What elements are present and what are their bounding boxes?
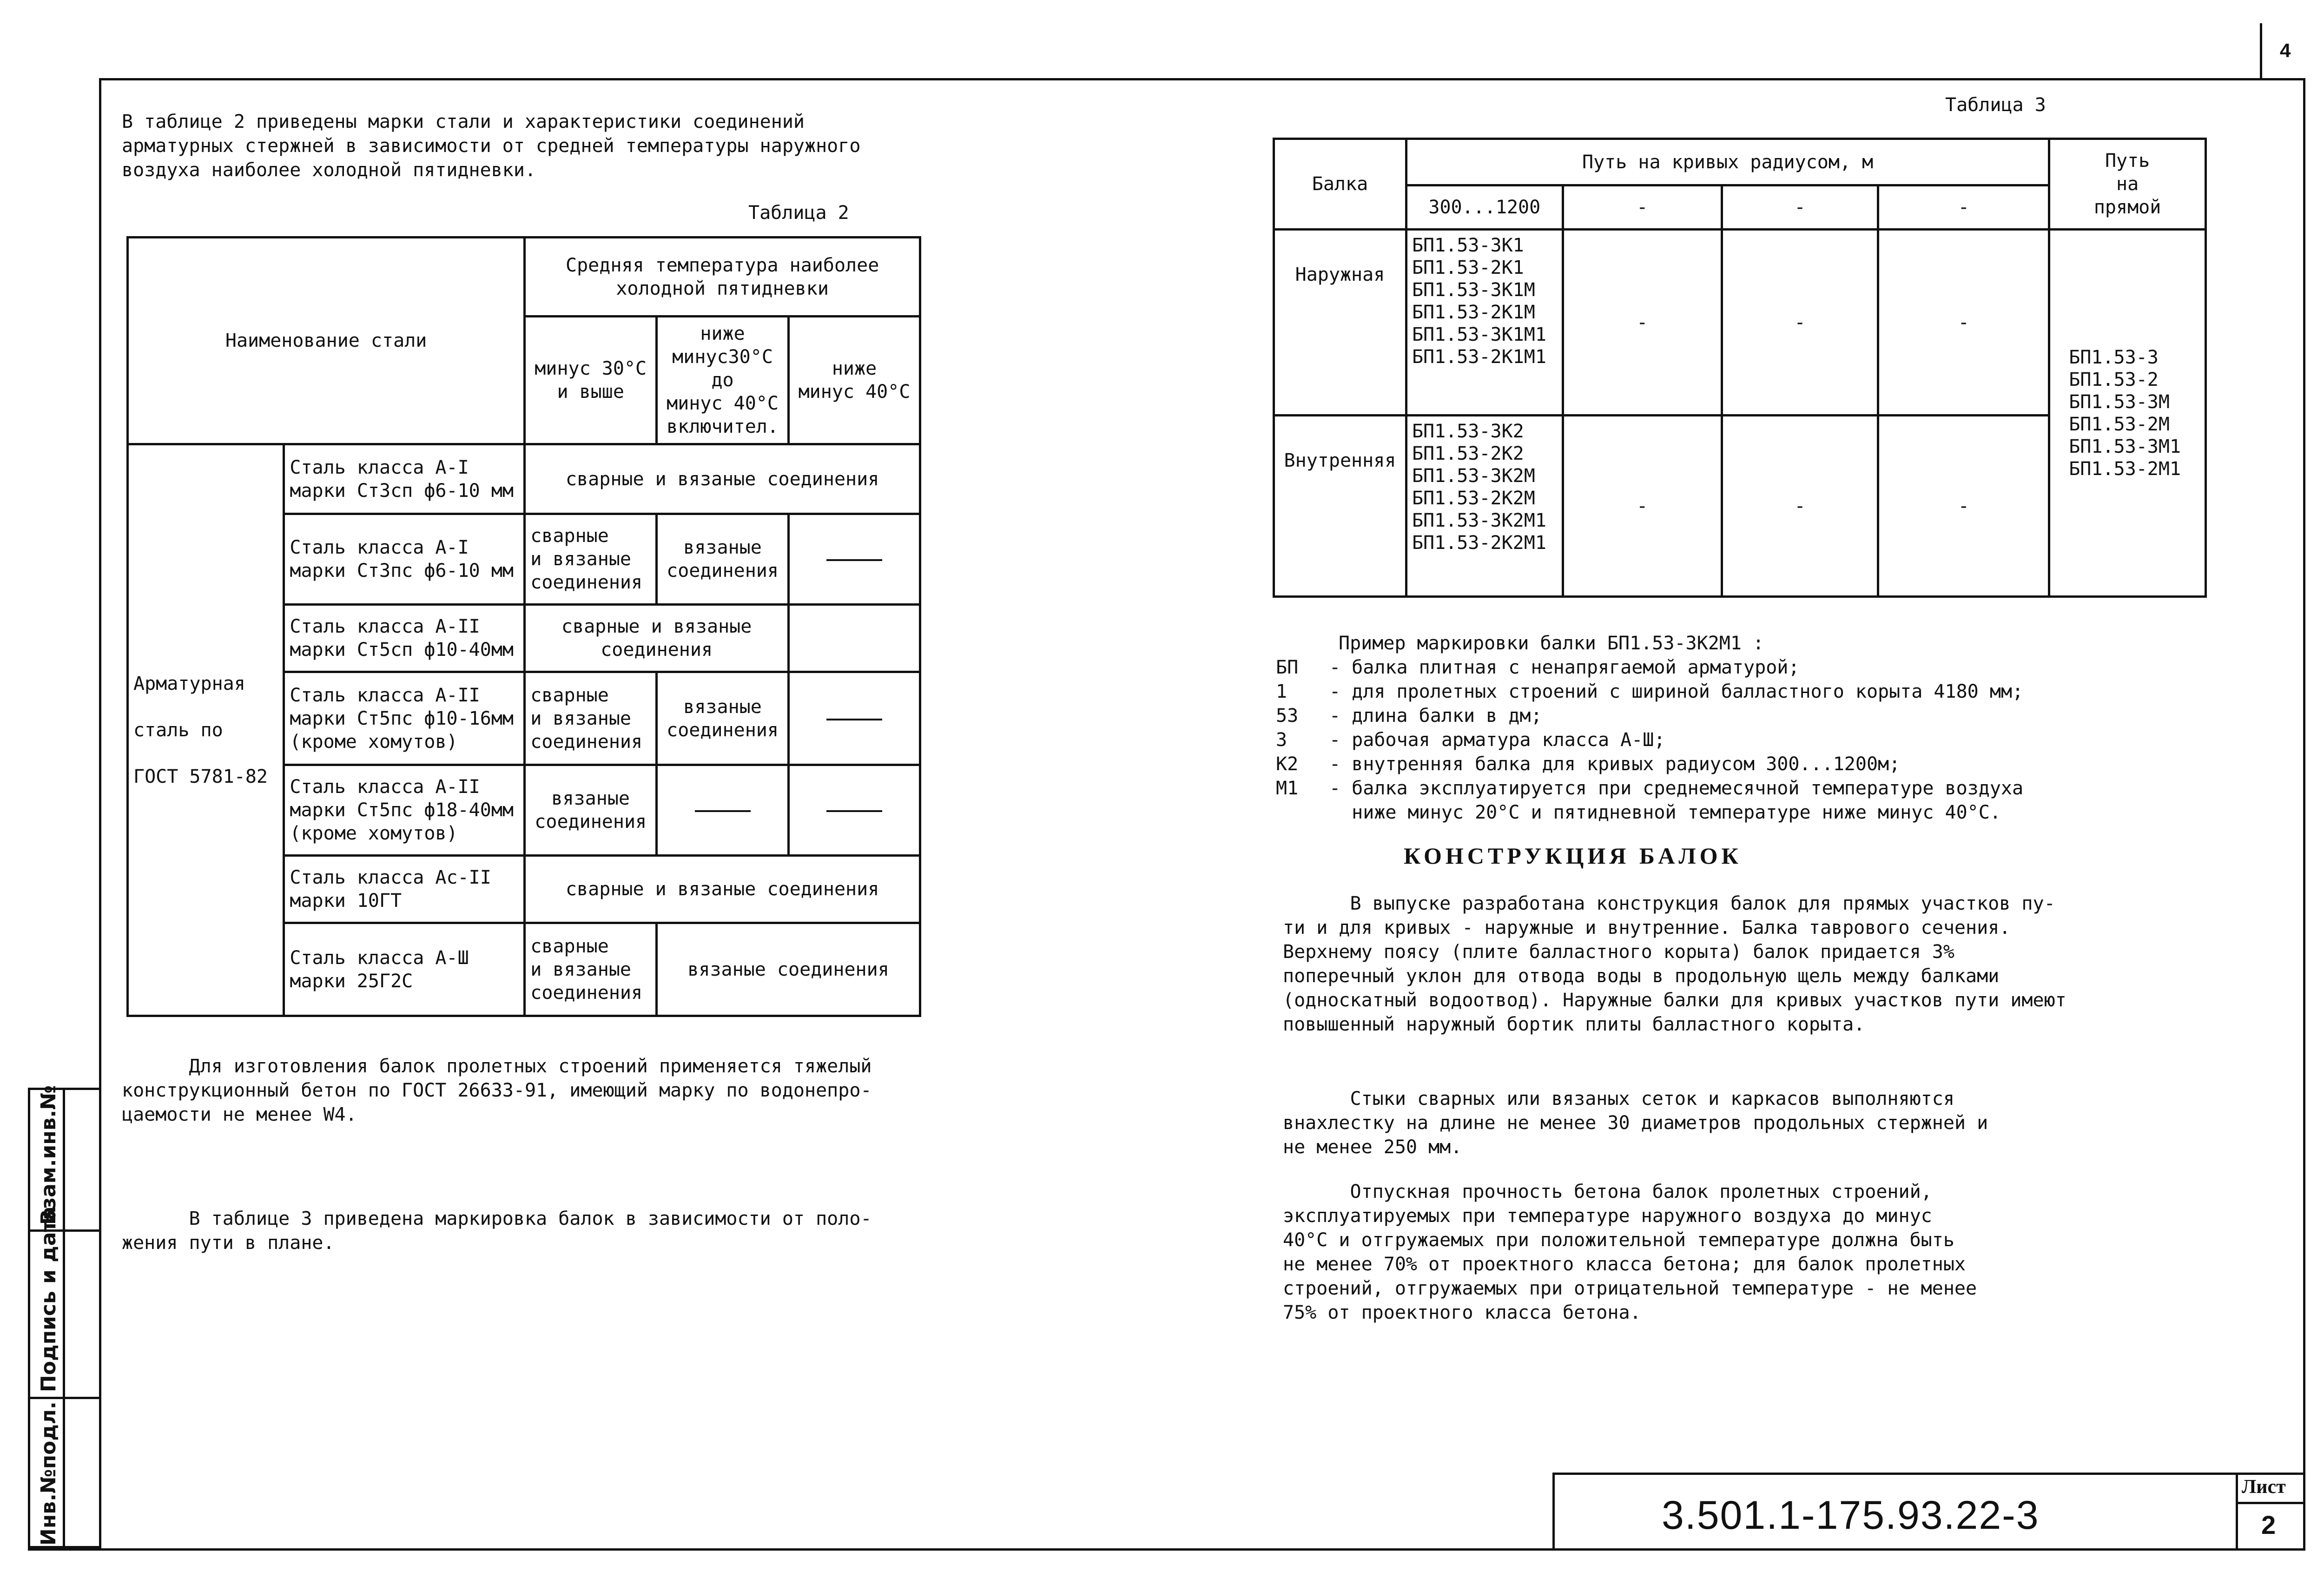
table2-dash xyxy=(788,514,920,605)
legend-text: - длина балки в дм; xyxy=(1329,705,1542,727)
table2-dash xyxy=(657,765,789,856)
example-title: Пример маркировки балки БП1.53-3К2М1 : xyxy=(1339,633,1764,654)
legend-text: - внутренняя балка для кривых радиусом 300...1200м; xyxy=(1329,753,1901,775)
table2-steel: Сталь класса А-I марки Ст3пс ф6-10 мм xyxy=(284,514,525,605)
legend-text: - рабочая арматура класса А-Ш; xyxy=(1329,729,1665,751)
list-item xyxy=(1276,655,2023,680)
table2-value: сварные и вязаные соединения xyxy=(525,514,657,605)
page-number: 4 xyxy=(2280,40,2291,61)
table2-empty xyxy=(788,605,920,672)
document-code: 3.501.1-175.93.22-3 xyxy=(1662,1493,2040,1538)
table2-value: вязаные соединения xyxy=(657,923,920,1016)
table3-row1-marks: БП1.53-3К1 БП1.53-2К1 БП1.53-3К1М БП1.53-2К1М БП1.53-3К1М1 БП1.53-2К1М1 xyxy=(1406,230,1563,416)
table3-col-curve: Путь на кривых радиусом, м xyxy=(1406,139,2049,185)
table3-straight-marks: БП1.53-3 БП1.53-2 БП1.53-3М БП1.53-2М БП1.53-3М1 БП1.53-2М1 xyxy=(2049,230,2206,597)
table2-value: сварные и вязаные соединения xyxy=(525,923,657,1016)
table2-value: вязаные соединения xyxy=(657,514,789,605)
legend-text: - балка эксплуатируется при среднемесячной температуре воздуха ниже минус 20°С и пятидневной температуре ниже минус 40°С. xyxy=(1329,778,2024,823)
frame-top xyxy=(100,78,2305,80)
table2-sub2: ниже минус30°С до минус 40°С включител. xyxy=(657,317,789,444)
section-heading: КОНСТРУКЦИЯ БАЛОК xyxy=(1404,843,1742,869)
table2-caption: Таблица 2 xyxy=(748,202,849,224)
table2-steel: Сталь класса Ас-II марки 10ГТ xyxy=(284,856,525,923)
list-item xyxy=(1276,752,2023,776)
table2-value: сварные и вязаные соединения xyxy=(525,672,657,765)
table2-col-temp: Средняя температура наиболее холодной пятидневки xyxy=(525,238,920,317)
table2-sub1: минус 30°С и выше xyxy=(525,317,657,444)
legend-text: - для пролетных строений с шириной балластного корыта 4180 мм; xyxy=(1329,681,2024,702)
legend-code: К2 xyxy=(1276,753,1299,775)
table2-sub3: ниже минус 40°С xyxy=(788,317,920,444)
table3-dash: - xyxy=(1878,230,2049,416)
table3-row2-marks: БП1.53-3К2 БП1.53-2К2 БП1.53-3К2М БП1.53-2К2М БП1.53-3К2М1 БП1.53-2К2М1 xyxy=(1406,416,1563,597)
pagenum-box-left xyxy=(2260,23,2262,78)
table3-col-straight: Путь на прямой xyxy=(2049,139,2206,230)
list-item xyxy=(1276,680,2023,704)
table3-sub-dash: - xyxy=(1563,185,1722,230)
table2 xyxy=(126,236,921,1017)
table2-steel: Сталь класса А-Ш марки 25Г2С xyxy=(284,923,525,1016)
table3-sub-r1: 300...1200 xyxy=(1406,185,1563,230)
right-para3: Отпускная прочность бетона балок пролетных строений, эксплуатируемых при температуре наружного воздуха до минус 40°С и отгружаемых при положительной температуре должна быть не менее 70% от проектного класса бетона; для балок пролетных строений, отгружаемых при отрицательной температуре - не менее 75% от проектного класса бетона. xyxy=(1283,1181,1977,1323)
frame-right xyxy=(2303,78,2305,1551)
table3-col-beam: Балка xyxy=(1274,139,1406,230)
table3-dash: - xyxy=(1722,416,1878,597)
table2-value: сварные и вязаные соединения xyxy=(525,605,789,672)
right-para1: В выпуске разработана конструкция балок для прямых участков пу- ти и для кривых - наружные и внутренние. Балка таврового сечения. Верхнему поясу (плите балластного корыта) балок придается 3% поперечный уклон для отвода воды в продольную щель между балками (односкатный водоотвод). Наружные балки для кривых участков пути имеют повышенный наружный бортик плиты балластного корыта. xyxy=(1283,893,2067,1035)
right-para2: Стыки сварных или вязаных сеток и каркасов выполняются внахлестку на длине не менее 30 диаметров продольных стержней и не менее 250 мм. xyxy=(1283,1088,1988,1158)
left-para2: Для изготовления балок пролетных строений применяется тяжелый конструкционный бетон по ГОСТ 26633-91, имеющий марку по водонепро- цаемости не менее W4. xyxy=(122,1056,872,1125)
table2-group-label: Арматурная сталь по ГОСТ 5781-82 xyxy=(128,444,284,1016)
sheet-label: Лист xyxy=(2242,1476,2286,1498)
table3-row1-label: Наружная xyxy=(1274,230,1406,416)
legend-code: БП xyxy=(1276,657,1299,678)
table3-dash: - xyxy=(1722,230,1878,416)
table2-steel: Сталь класса А-II марки Ст5пс ф10-16мм (кроме хомутов) xyxy=(284,672,525,765)
table3-row2-label: Внутренняя xyxy=(1274,416,1406,597)
table-row xyxy=(1274,230,2206,416)
table2-dash xyxy=(788,765,920,856)
list-item xyxy=(1276,728,2023,752)
side-stamp xyxy=(28,1085,101,1548)
left-para3: В таблице 3 приведена маркировка балок в зависимости от поло- жения пути в плане. xyxy=(122,1208,872,1254)
table2-steel: Сталь класса А-II марки Ст5пс ф18-40мм (кроме хомутов) xyxy=(284,765,525,856)
legend-code: 53 xyxy=(1276,705,1299,727)
table3-sub-dash: - xyxy=(1878,185,2049,230)
legend-list xyxy=(1276,655,2023,825)
legend-text: - балка плитная с ненапрягаемой арматурой; xyxy=(1329,657,1800,678)
list-item xyxy=(1276,704,2023,728)
table2-col-name: Наименование стали xyxy=(128,238,525,444)
table3-dash: - xyxy=(1878,416,2049,597)
legend-code: 1 xyxy=(1276,681,1287,702)
stamp-signature-date: Подпись и дата xyxy=(37,1206,60,1392)
table-row xyxy=(128,444,920,514)
list-item xyxy=(1276,776,2023,825)
table2-steel: Сталь класса А-II марки Ст5сп ф10-40мм xyxy=(284,605,525,672)
table3-caption: Таблица 3 xyxy=(1945,94,2046,116)
table2-value: вязаные соединения xyxy=(657,672,789,765)
stamp-vzam-inv: Взам.инв.№ xyxy=(37,1085,60,1225)
title-block xyxy=(1552,1473,2305,1551)
table2-value: сварные и вязаные соединения xyxy=(525,856,920,923)
table2-value: сварные и вязаные соединения xyxy=(525,444,920,514)
table2-dash xyxy=(788,672,920,765)
table3-dash: - xyxy=(1563,416,1722,597)
table3-dash: - xyxy=(1563,230,1722,416)
stamp-inv-podl: Инв.№подл. xyxy=(37,1401,60,1546)
table2-steel: Сталь класса А-I марки Ст3сп ф6-10 мм xyxy=(284,444,525,514)
table2-value: вязаные соединения xyxy=(525,765,657,856)
legend-code: 3 xyxy=(1276,729,1287,751)
sheet-number: 2 xyxy=(2261,1510,2276,1539)
table3-sub-dash: - xyxy=(1722,185,1878,230)
legend-code: М1 xyxy=(1276,778,1299,799)
table3 xyxy=(1273,138,2207,598)
left-intro: В таблице 2 приведены марки стали и характеристики соединений арматурных стержней в зависимости от средней температуры наружного воздуха наиболее холодной пятидневки. xyxy=(122,111,861,181)
